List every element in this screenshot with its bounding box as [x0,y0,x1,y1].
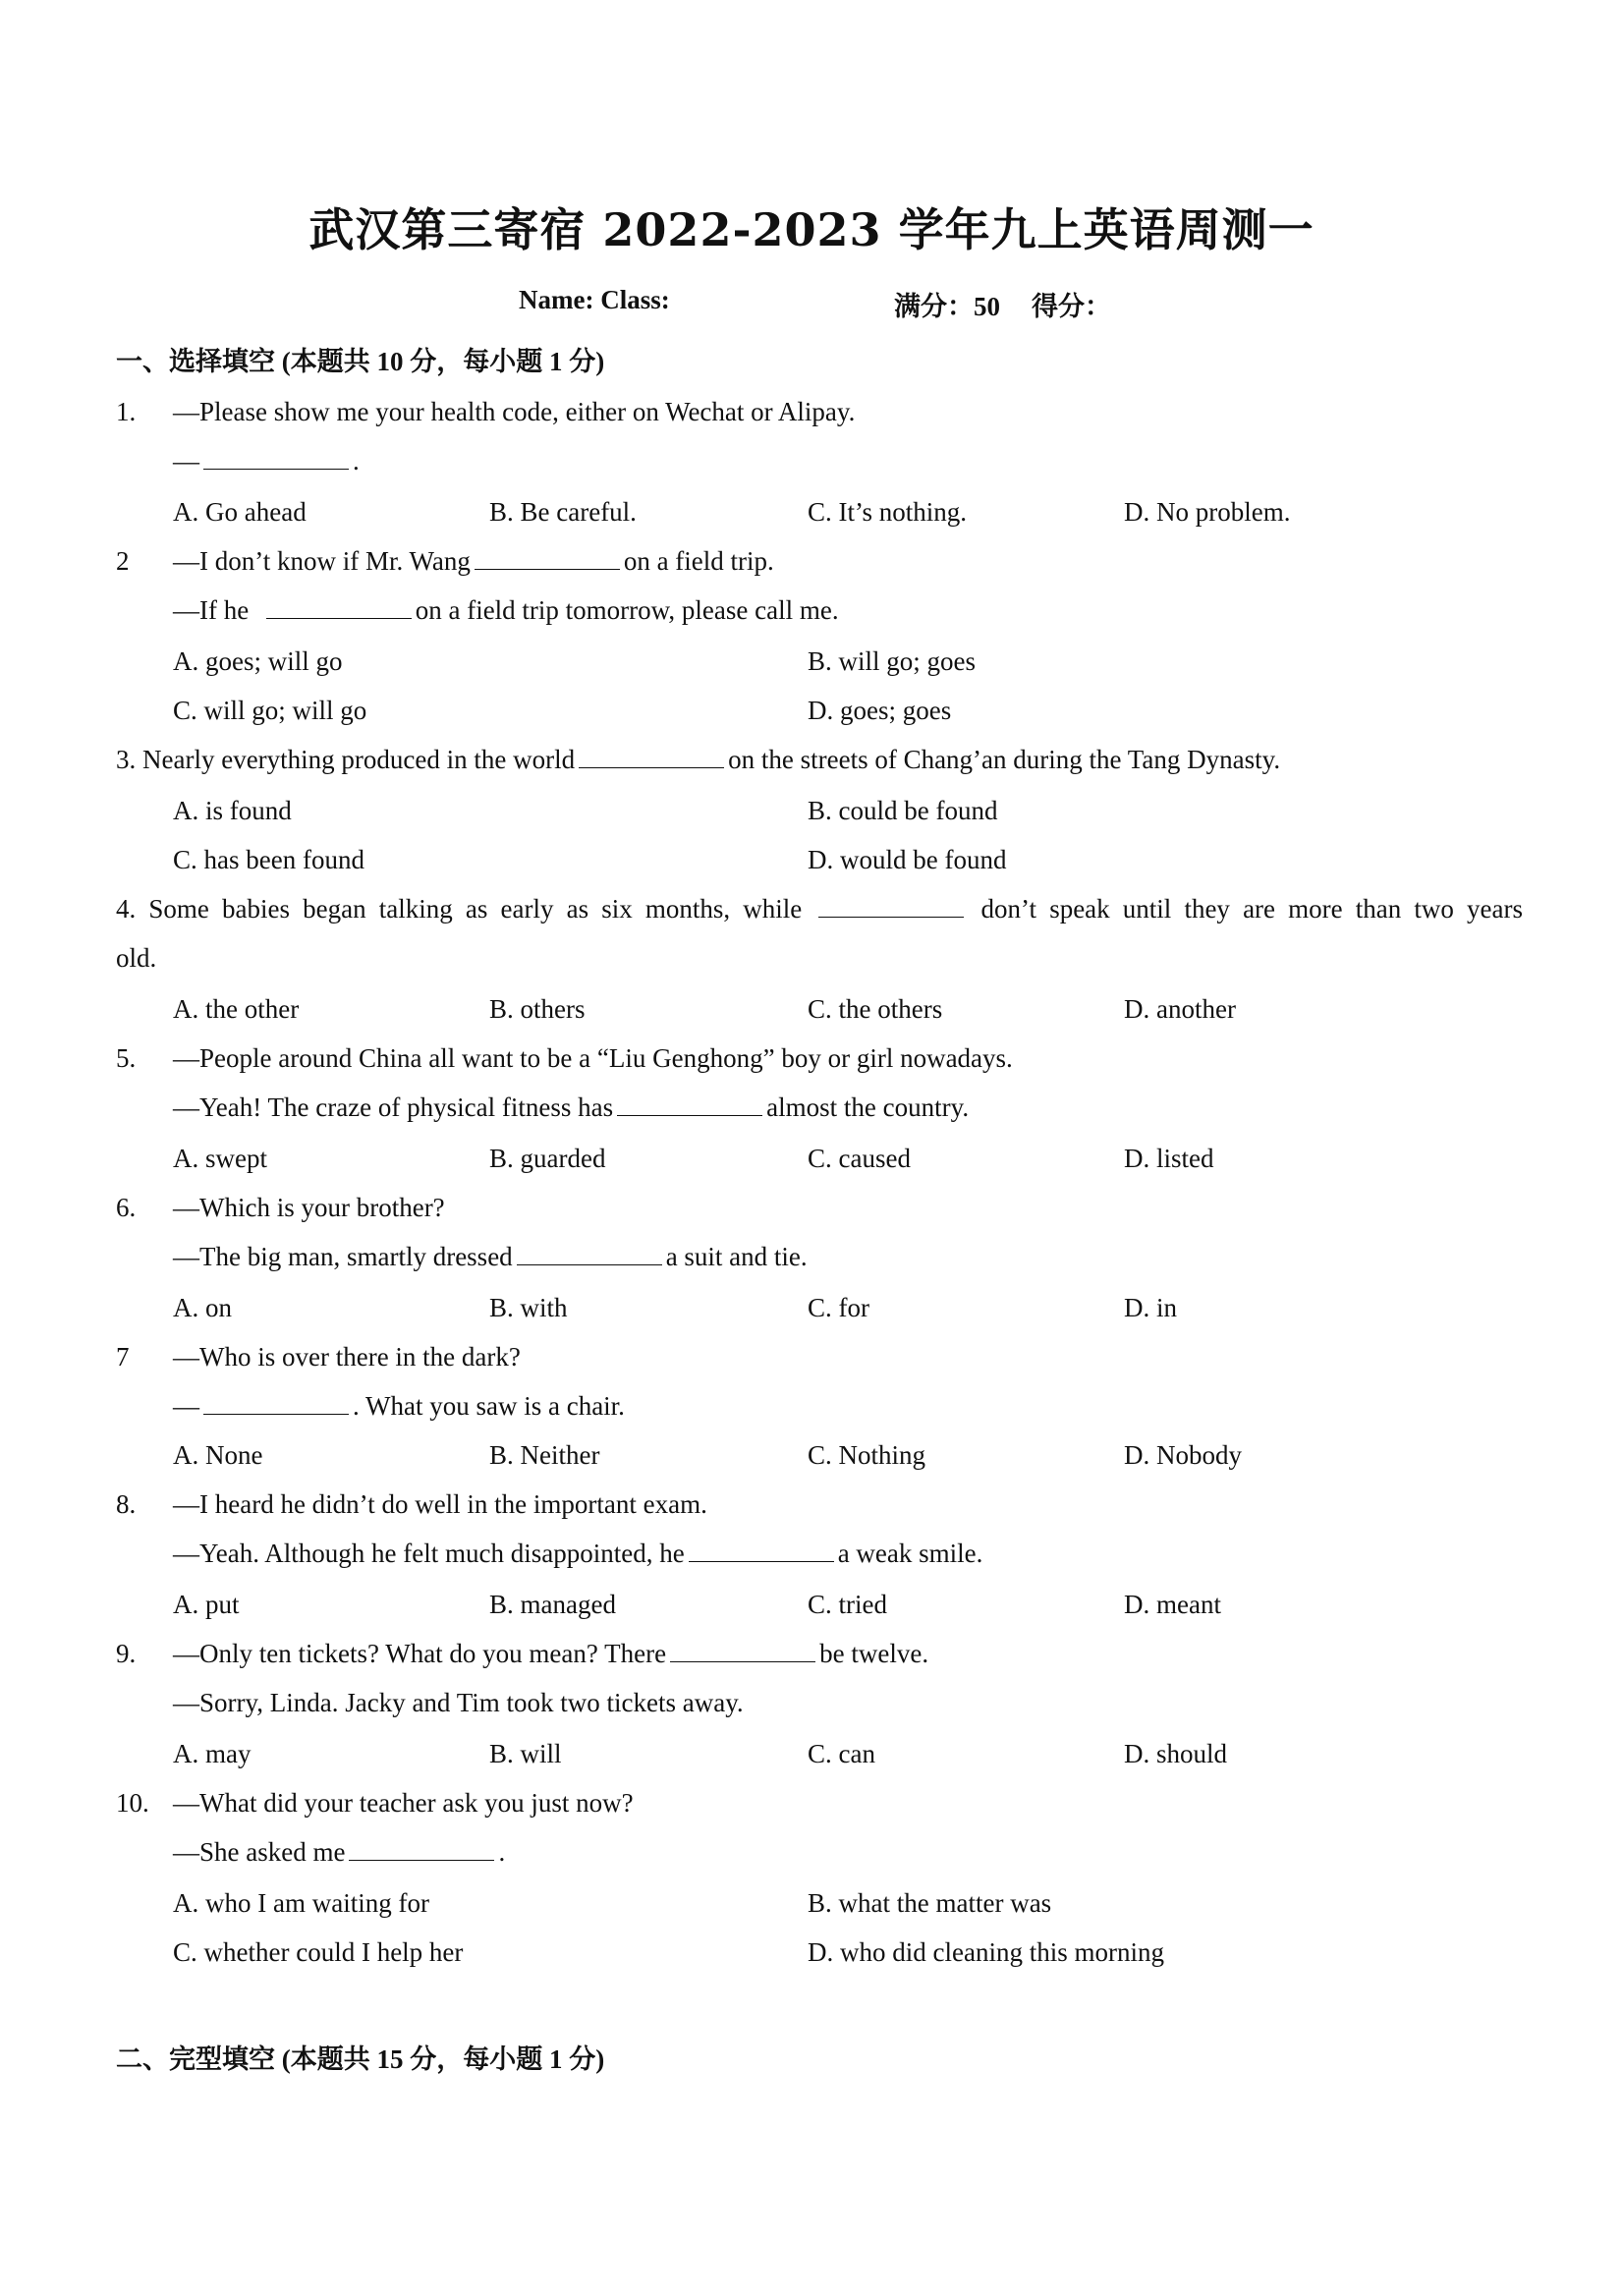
question-10-line-1: —What did your teacher ask you just now? [173,1788,634,1818]
question-9-line-1 [173,1637,928,1670]
option-a: A. the other [173,994,300,1024]
question-number: 10. [116,1788,149,1818]
text: on a field trip tomorrow, please call me. [415,595,839,625]
answer-blank [203,1390,349,1415]
option-d: D. another [1124,994,1236,1024]
question-number: 2 [116,546,130,576]
score-label: 得分： [1032,292,1111,321]
option-d: D. No problem. [1124,497,1291,527]
answer-blank [689,1538,834,1562]
option-b: B. Be careful. [489,497,637,527]
question-2-line-1 [173,544,774,578]
question-7-line-2 [173,1389,625,1423]
option-b: B. managed [489,1590,616,1619]
text: —Only ten tickets? What do you mean? There [173,1639,667,1668]
answer-blank [818,893,964,918]
option-c: C. It’s nothing. [808,497,968,527]
option-c: C. the others [808,994,943,1024]
option-c: C. caused [808,1144,911,1173]
question-6-line-1: —Which is your brother? [173,1193,445,1222]
option-a: A. on [173,1293,232,1322]
option-a: A. None [173,1440,263,1470]
question-number: 1. [116,397,137,426]
text: — [173,1391,199,1421]
question-number: 7 [116,1342,130,1372]
question-number: 8. [116,1489,137,1519]
answer-blank [475,545,620,570]
question-3-line-1 [116,743,1280,776]
text: —I don’t know if Mr. Wang [173,546,471,576]
text: —She asked me [173,1837,346,1867]
text: . [498,1837,506,1867]
text: don’t speak until they are more than two years [980,894,1524,924]
option-d: D. who did cleaning this morning [808,1937,1164,1967]
option-c: C. will go; will go [173,696,367,725]
text: be twelve. [819,1639,929,1668]
text: almost the country. [766,1092,970,1122]
option-c: C. Nothing [808,1440,926,1470]
answer-blank [266,594,412,619]
option-a: A. swept [173,1144,267,1173]
question-8-line-1: —I heard he didn’t do well in the important exam. [173,1489,707,1519]
question-5-line-2 [173,1091,969,1124]
option-a: A. may [173,1739,252,1768]
option-a: A. is found [173,796,292,825]
question-number: 9. [116,1639,137,1668]
text: a weak smile. [837,1539,983,1568]
question-5-line-1: —People around China all want to be a “Liu Genghong” boy or girl nowadays. [173,1043,1013,1073]
page-title: 武汉第三寄宿 2022-2023 学年九上英语周测一 [308,203,1315,256]
question-number: 6. [116,1193,137,1222]
section-2-heading: 二、完型填空 (本题共 15 分，每小题 1 分) [116,2044,605,2074]
option-a: A. goes; will go [173,646,343,676]
answer-blank [670,1638,815,1662]
question-8-line-2 [173,1537,982,1570]
dash: — [173,446,199,476]
text: —Yeah. Although he felt much disappointed, he [173,1539,685,1568]
question-2-line-2 [173,593,839,627]
answer-blank [617,1092,762,1116]
question-6-line-2 [173,1240,808,1273]
option-a: A. who I am waiting for [173,1888,429,1918]
question-10-line-2 [173,1835,505,1869]
option-b: B. will [489,1739,562,1768]
text: —Yeah! The craze of physical fitness has [173,1092,614,1122]
option-b: B. others [489,994,586,1024]
option-d: D. Nobody [1124,1440,1242,1470]
answer-blank [579,744,724,768]
option-a: A. Go ahead [173,497,307,527]
question-number: 5. [116,1043,137,1073]
question-4-line-1 [116,892,1523,925]
option-d: D. meant [1124,1590,1221,1619]
option-d: D. in [1124,1293,1177,1322]
text: —If he [173,595,250,625]
option-d: D. goes; goes [808,696,952,725]
question-1-line-1: —Please show me your health code, either on Wechat or Alipay. [173,397,856,426]
name-class-label: Name: Class: [519,285,670,314]
option-b: B. will go; goes [808,646,977,676]
option-c: C. whether could I help her [173,1937,464,1967]
option-b: B. with [489,1293,568,1322]
question-7-line-1: —Who is over there in the dark? [173,1342,521,1372]
section-1-heading: 一、选择填空 (本题共 10 分，每小题 1 分) [116,347,605,376]
question-1-line-2 [173,444,360,477]
option-a: A. put [173,1590,240,1619]
option-b: B. guarded [489,1144,606,1173]
option-c: C. tried [808,1590,887,1619]
option-c: C. for [808,1293,869,1322]
text: a suit and tie. [665,1242,808,1271]
period: . [353,446,360,476]
text: on a field trip. [623,546,774,576]
option-d: D. would be found [808,845,1007,874]
answer-blank [203,445,349,470]
option-d: D. listed [1124,1144,1214,1173]
question-9-line-2: —Sorry, Linda. Jacky and Tim took two tickets away. [173,1688,744,1717]
option-b: B. Neither [489,1440,600,1470]
answer-blank [349,1836,494,1861]
option-c: C. has been found [173,845,364,874]
text: 4. Some babies began talking as early as six months, while [116,894,803,924]
question-4-line-2: old. [116,943,157,973]
text: . What you saw is a chair. [353,1391,625,1421]
text: on the streets of Chang’an during the Tang Dynasty. [728,745,1281,774]
option-d: D. should [1124,1739,1228,1768]
text: —The big man, smartly dressed [173,1242,513,1271]
option-b: B. what the matter was [808,1888,1052,1918]
full-score-label: 满分：50 [894,292,1000,321]
option-c: C. can [808,1739,875,1768]
text: 3. Nearly everything produced in the world [116,745,576,774]
option-b: B. could be found [808,796,998,825]
answer-blank [517,1241,662,1265]
